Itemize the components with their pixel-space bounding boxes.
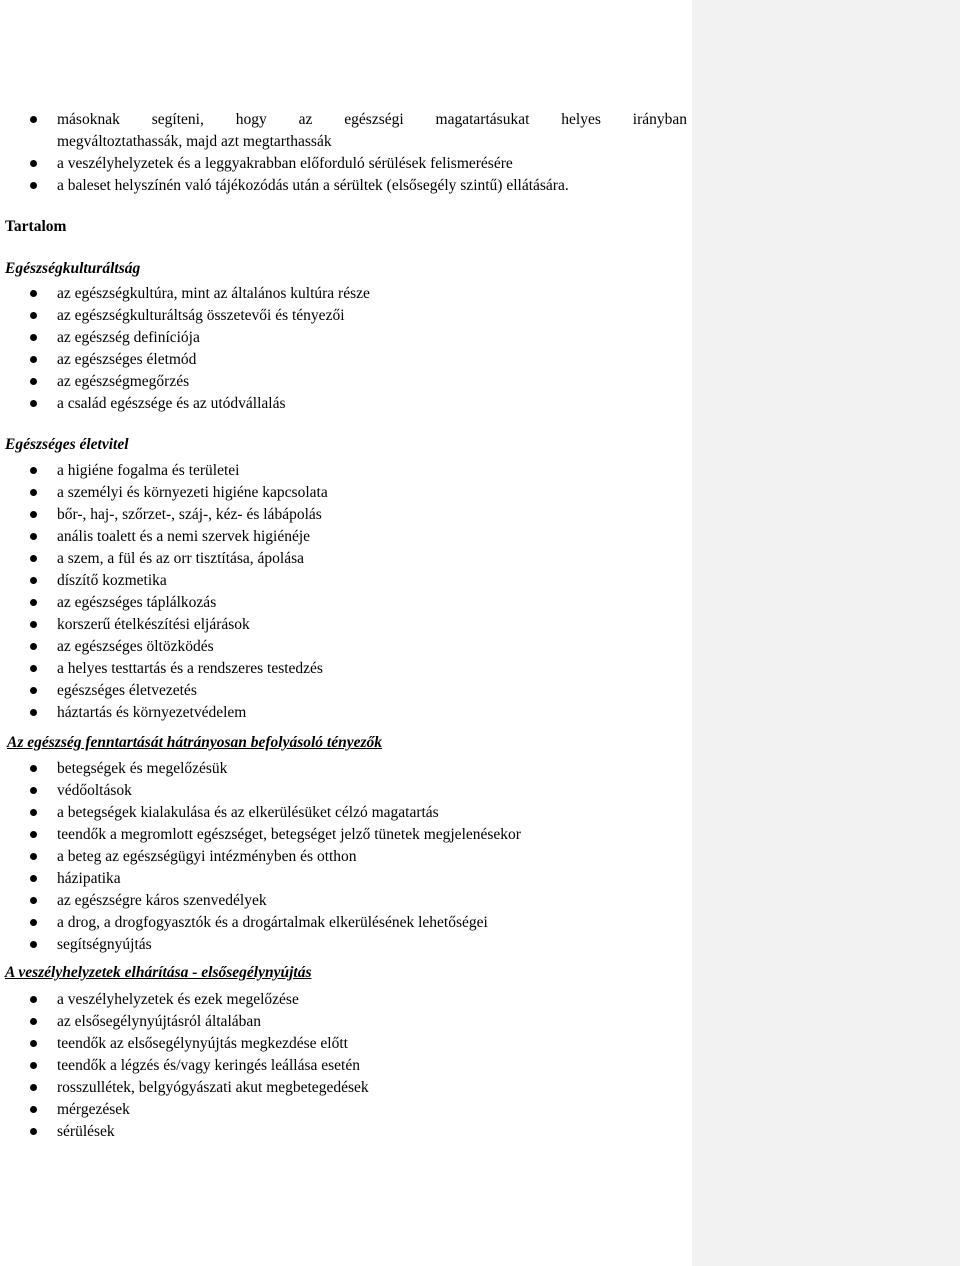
bullet-icon xyxy=(30,919,37,926)
list-item: az egészségre káros szenvedélyek xyxy=(57,890,687,912)
section-title: A veszélyhelyzetek elhárítása - elsősegélynyújtás xyxy=(5,964,312,981)
bullet-icon xyxy=(30,400,37,407)
bullet-icon xyxy=(30,577,37,584)
bullet-icon xyxy=(30,555,37,562)
bullet-icon xyxy=(30,621,37,628)
list-item: az elsősegélynyújtásról általában xyxy=(57,1011,687,1033)
bullet-icon xyxy=(30,809,37,816)
list-item: a személyi és környezeti higiéne kapcsolata xyxy=(57,482,687,504)
list-item: teendők az elsősegélynyújtás megkezdése előtt xyxy=(57,1033,687,1055)
list-item: a drog, a drogfogyasztók és a drogártalmak elkerülésének lehetőségei xyxy=(57,912,687,934)
intro-item: a veszélyhelyzetek és a leggyakrabban előforduló sérülések felismerésére xyxy=(57,153,687,175)
list-item: az egészséges életmód xyxy=(57,349,687,371)
list-item: az egészségkulturáltság összetevői és tényezői xyxy=(57,305,687,327)
bullet-icon xyxy=(30,599,37,606)
bullet-icon xyxy=(30,356,37,363)
bullet-icon xyxy=(30,709,37,716)
bullet-icon xyxy=(30,687,37,694)
section-title: Egészséges életvitel xyxy=(5,436,129,453)
bullet-icon xyxy=(30,511,37,518)
bullet-icon xyxy=(30,643,37,650)
list-item: házipatika xyxy=(57,868,687,890)
bullet-icon xyxy=(30,1128,37,1135)
bullet-icon xyxy=(30,312,37,319)
list-item: a család egészsége és az utódvállalás xyxy=(57,393,687,415)
list-item: díszítő kozmetika xyxy=(57,570,687,592)
list-item: mérgezések xyxy=(57,1099,687,1121)
toc-title: Tartalom xyxy=(5,218,67,235)
bullet-icon xyxy=(30,182,37,189)
bullet-icon xyxy=(30,116,37,123)
list-item: segítségnyújtás xyxy=(57,934,687,956)
bullet-icon xyxy=(30,897,37,904)
list-item: teendők a légzés és/vagy keringés leállása esetén xyxy=(57,1055,687,1077)
list-item: teendők a megromlott egészséget, betegséget jelző tünetek megjelenésekor xyxy=(57,824,687,846)
list-item: az egészségkultúra, mint az általános kultúra része xyxy=(57,283,687,305)
list-item: betegségek és megelőzésük xyxy=(57,758,687,780)
list-item: háztartás és környezetvédelem xyxy=(57,702,687,724)
bullet-icon xyxy=(30,1018,37,1025)
bullet-icon xyxy=(30,1106,37,1113)
bullet-icon xyxy=(30,290,37,297)
list-item: az egészséges öltözködés xyxy=(57,636,687,658)
list-item: a veszélyhelyzetek és ezek megelőzése xyxy=(57,989,687,1011)
bullet-icon xyxy=(30,853,37,860)
list-item: a betegségek kialakulása és az elkerülésüket célzó magatartás xyxy=(57,802,687,824)
list-item: anális toalett és a nemi szervek higiénéje xyxy=(57,526,687,548)
bullet-icon xyxy=(30,787,37,794)
list-item: az egészség definíciója xyxy=(57,327,687,349)
bullet-icon xyxy=(30,941,37,948)
bullet-icon xyxy=(30,533,37,540)
list-item: az egészségmegőrzés xyxy=(57,371,687,393)
section-title: Az egészség fenntartását hátrányosan befolyásoló tényezők xyxy=(7,734,383,751)
list-item: egészséges életvezetés xyxy=(57,680,687,702)
bullet-icon xyxy=(30,831,37,838)
bullet-icon xyxy=(30,996,37,1003)
bullet-icon xyxy=(30,467,37,474)
bullet-icon xyxy=(30,160,37,167)
section-title: Egészségkulturáltság xyxy=(5,260,141,277)
list-item: korszerű ételkészítési eljárások xyxy=(57,614,687,636)
list-item: az egészséges táplálkozás xyxy=(57,592,687,614)
bullet-icon xyxy=(30,665,37,672)
intro-item: másoknak segíteni, hogy az egészségi magatartásukat helyes irányban xyxy=(57,109,687,131)
bullet-icon xyxy=(30,875,37,882)
list-item: a beteg az egészségügyi intézményben és otthon xyxy=(57,846,687,868)
list-item: védőoltások xyxy=(57,780,687,802)
bullet-icon xyxy=(30,489,37,496)
comment-margin-pane xyxy=(692,0,960,1266)
bullet-icon xyxy=(30,1084,37,1091)
bullet-icon xyxy=(30,378,37,385)
list-item: rosszullétek, belgyógyászati akut megbetegedések xyxy=(57,1077,687,1099)
list-item: bőr-, haj-, szőrzet-, száj-, kéz- és lábápolás xyxy=(57,504,687,526)
bullet-icon xyxy=(30,1040,37,1047)
bullet-icon xyxy=(30,1062,37,1069)
intro-item-continuation: megváltoztathassák, majd azt megtarthassák xyxy=(57,133,332,150)
intro-item: a baleset helyszínén való tájékozódás után a sérültek (elsősegély szintű) ellátására. xyxy=(57,175,687,197)
list-item: a szem, a fül és az orr tisztítása, ápolása xyxy=(57,548,687,570)
list-item: a helyes testtartás és a rendszeres testedzés xyxy=(57,658,687,680)
list-item: a higiéne fogalma és területei xyxy=(57,460,687,482)
list-item: sérülések xyxy=(57,1121,687,1143)
bullet-icon xyxy=(30,765,37,772)
bullet-icon xyxy=(30,334,37,341)
